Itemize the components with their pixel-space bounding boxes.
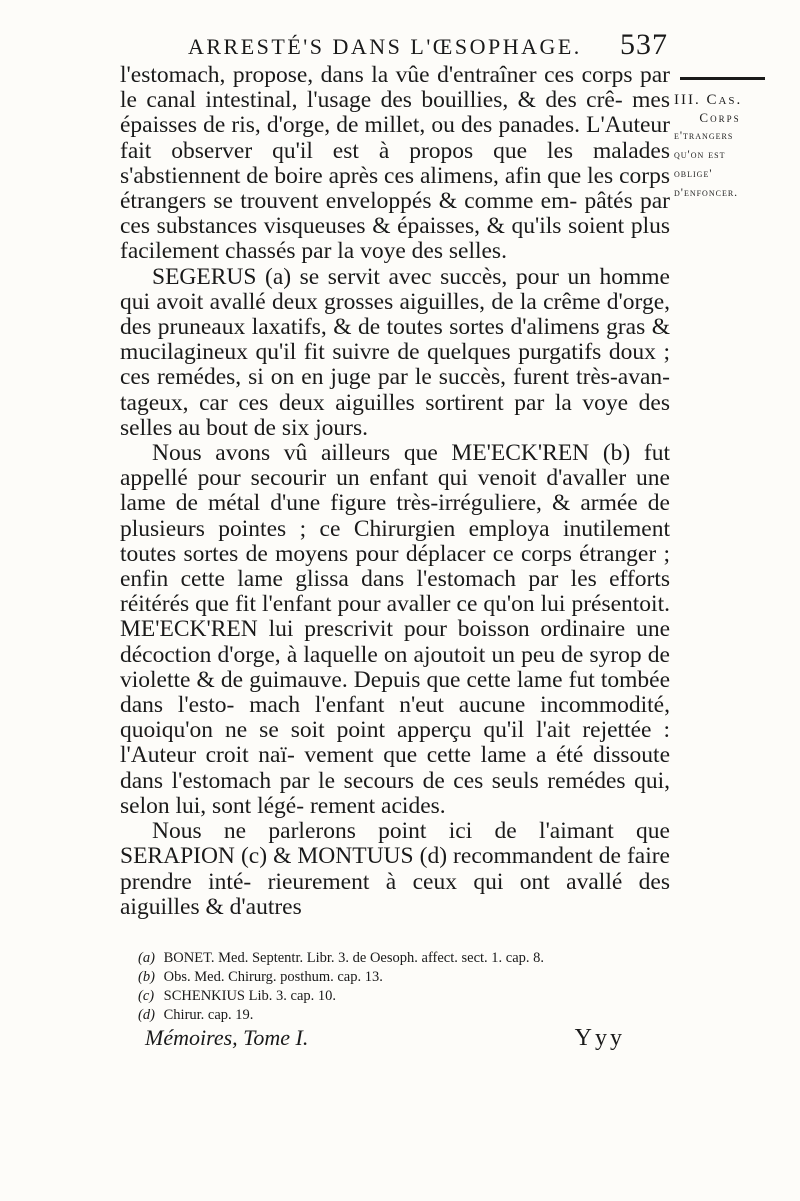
page-header (120, 26, 672, 66)
text-line: selles au bout de six jours. (120, 414, 369, 441)
text-line: rieurement à ceux qui ont avallé des aiguilles & d'autres (120, 868, 670, 920)
running-title: ARRESTÉ'S DANS L'ŒSOPHAGE. (188, 34, 582, 59)
text-line: mach l'enfant n'eut aucune incommodité, quoiqu'on ne (120, 692, 670, 744)
text-line: métal d'une figure très-irréguliere, & armée de plusieurs (120, 490, 670, 542)
text-line: guimauve. Depuis que cette lame fut tombée dans l'esto- (120, 666, 671, 719)
footnote-mark: (d) (138, 1007, 155, 1023)
footnote (138, 987, 698, 1006)
footnote (138, 949, 698, 968)
text-line: l'enfant pour avaller ce qu'on lui présentoit. ME'ECK'REN (120, 591, 670, 643)
text-line: Nous avons vû ailleurs que ME'ECK'REN (b) fut appellé (120, 440, 670, 492)
margin-rule (680, 77, 765, 80)
footnotes (138, 949, 698, 1025)
signature-mark: Yyy (574, 1025, 625, 1051)
text-line: mes épaisses de ris, d'orge, de millet, ou des panades. (120, 87, 670, 139)
margin-note (674, 91, 778, 202)
main-text (120, 63, 670, 920)
text-line: pointes ; ce Chirurgien employa inutilement toutes sortes (120, 515, 670, 567)
text-line: rement acides. (309, 792, 446, 819)
text-line: de moyens pour déplacer ce corps étranger ; enfin cette (120, 540, 670, 593)
text-line: vement que cette lame a été dissoute dans l'estomach par (120, 742, 670, 794)
volume-title: Mémoires, Tome I. (145, 1025, 309, 1050)
text-line: & mucilagineux qu'il fit suivre de quelques purgatifs doux ; (120, 314, 670, 366)
footnote (138, 1006, 698, 1025)
footnote-mark: (b) (138, 969, 155, 985)
footnote-text: BONET. Med. Septentr. Libr. 3. de Oesoph. affect. sect. 1. cap. 8. (163, 950, 545, 966)
margin-note-line: e'trangers (674, 128, 734, 142)
text-line: se soit point apperçu qu'il l'ait rejettée : l'Auteur croit naï- (120, 717, 670, 769)
footnote-text: SCHENKIUS Lib. 3. cap. 10. (163, 988, 337, 1004)
footnote-mark: (c) (138, 988, 155, 1004)
text-line: SEGERUS (a) se servit avec succès, pour un homme (152, 263, 670, 290)
text-line: qui avoit avallé deux grosses aiguilles, de la crême d'orge, (120, 288, 670, 315)
paragraph (120, 441, 670, 819)
text-line: pour secourir un enfant qui venoit d'avaller une lame de (120, 465, 670, 517)
text-line: Nous ne parlerons point ici de l'aimant que SERAPION (120, 818, 670, 870)
page-footer (145, 1025, 625, 1055)
margin-note-line: d'enfoncer. (674, 185, 739, 199)
text-line: L'Auteur fait observer qu'il est à propos que les malades (120, 112, 670, 164)
text-line: le secours de ces seuls remédes qui, selon lui, sont légé- (120, 767, 670, 819)
paragraph (120, 265, 670, 441)
footnote-mark: (a) (138, 950, 155, 966)
paragraph (120, 63, 670, 265)
margin-note-line: III. Cas. (674, 92, 743, 108)
footnote (138, 968, 698, 987)
margin-note-line: oblige' (674, 166, 713, 180)
page-number: 537 (620, 28, 668, 61)
text-line: soient plus facilement chassés par la voye des selles. (120, 213, 670, 265)
text-line: des pruneaux laxatifs, & de toutes sortes d'alimens gras (120, 314, 652, 341)
text-line: (c) & MONTUUS (d) recommandent de faire prendre inté- (120, 843, 670, 895)
margin-note-line: qu'on est (674, 147, 726, 161)
text-line: par le canal intestinal, l'usage des bouillies, & des crê- (120, 62, 670, 114)
text-line: l'estomach, propose, dans la vûe d'entraîner ces corps (120, 62, 640, 88)
text-line: corps étrangers se trouvent enveloppés & comme em- (120, 162, 670, 215)
text-line: lui prescrivit pour boisson ordinaire une décoction d'orge, (120, 616, 671, 668)
text-line: lame glissa dans l'estomach par les efforts réitérés que fit (120, 566, 670, 618)
footnote-text: Obs. Med. Chirurg. posthum. cap. 13. (163, 969, 383, 985)
text-line: ces remédes, si on en juge par le succès, furent très-avan- (120, 364, 670, 391)
text-line: pâtés par ces substances visqueuses & épaisses, & qu'ils (120, 188, 670, 240)
paragraph (120, 819, 670, 920)
text-line: tageux, car ces deux aiguilles sortirent par la voye des (120, 389, 670, 416)
text-line: s'abstiennent de boire après ces alimens, afin que les (120, 162, 620, 189)
footnote-text: Chirur. cap. 19. (163, 1007, 254, 1023)
text-line: à laquelle on ajoutoit un peu de syrop de violette & de (120, 641, 670, 693)
margin-note-line: Corps (699, 110, 741, 125)
